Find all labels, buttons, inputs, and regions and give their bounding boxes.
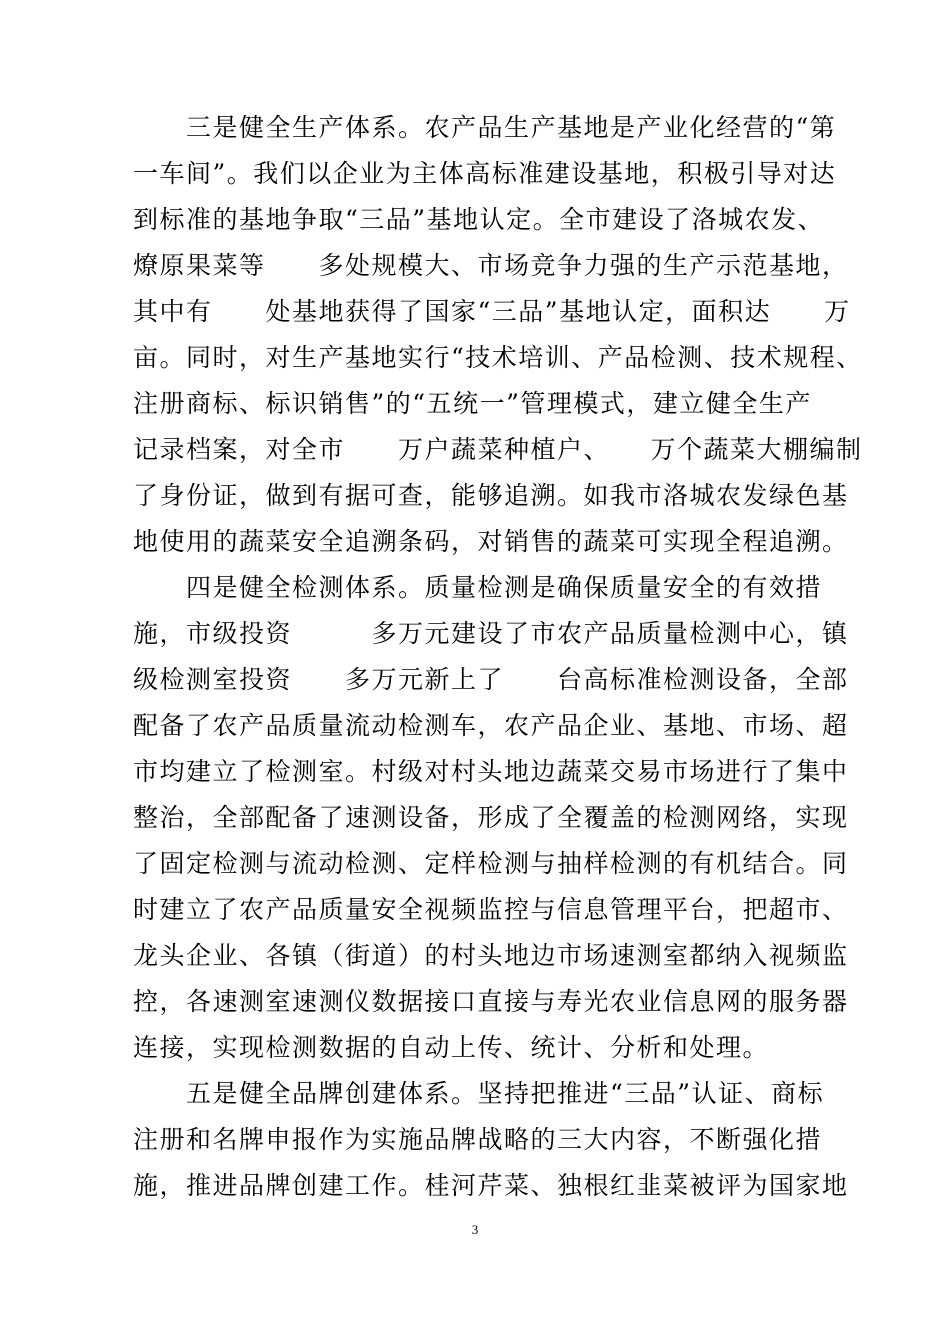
page-number: 3 (471, 1222, 479, 1237)
paragraph-line: 配备了农产品质量流动检测车，农产品企业、基地、市场、超 (133, 711, 849, 740)
paragraph-line: 注册商标、标识销售”的“五统一”管理模式，建立健全生产 (133, 389, 812, 418)
paragraph-line: 整治，全部配备了速测设备，形成了全覆盖的检测网络，实现 (133, 803, 849, 832)
paragraph-line: 亩。同时，对生产基地实行“技术培训、产品检测、技术规程、 (133, 343, 863, 372)
paragraph-line: 市均建立了检测室。村级对村头地边蔬菜交易市场进行了集中 (133, 757, 849, 786)
paragraph-line: 其中有 处基地获得了国家“三品”基地认定，面积达 万 (133, 297, 851, 326)
paragraph-line: 燎原果菜等 多处规模大、市场竞争力强的生产示范基地， (133, 251, 849, 280)
paragraph-line: 了固定检测与流动检测、定样检测与抽样检测的有机结合。同 (133, 849, 849, 878)
paragraph-line: 连接，实现检测数据的自动上传、统计、分析和处理。 (133, 1033, 770, 1062)
paragraph-line: 级检测室投资 多万元新上了 台高标准检测设备，全部 (133, 665, 849, 694)
paragraph-line: 一车间”。我们以企业为主体高标准建设基地，积极引导对达 (133, 159, 837, 188)
paragraph-line: 记录档案，对全市 万户蔬菜种植户、 万个蔬菜大棚编制 (133, 435, 863, 464)
paragraph-line: 地使用的蔬菜安全追溯条码，对销售的蔬菜可实现全程追溯。 (133, 527, 849, 556)
paragraph-line: 施，市级投资 多万元建设了市农产品质量检测中心，镇 (133, 619, 849, 648)
paragraph-line: 注册和名牌申报作为实施品牌战略的三大内容，不断强化措 (133, 1125, 823, 1154)
paragraph-line: 时建立了农产品质量安全视频监控与信息管理平台，把超市、 (133, 895, 849, 924)
paragraph-line: 了身份证，做到有据可查，能够追溯。如我市洛城农发绿色基 (133, 481, 849, 510)
paragraph-line: 施，推进品牌创建工作。桂河芹菜、独根红韭菜被评为国家地 (133, 1171, 849, 1200)
paragraph-line: 到标准的基地争取“三品”基地认定。全市建设了洛城农发、 (133, 205, 825, 234)
paragraph-line: 三是健全生产体系。农产品生产基地是产业化经营的“第 (133, 113, 837, 142)
paragraph-line: 控，各速测室速测仪数据接口直接与寿光农业信息网的服务器 (133, 987, 849, 1016)
paragraph-line: 五是健全品牌创建体系。坚持把推进“三品”认证、商标 (133, 1079, 825, 1108)
paragraph-line: 龙头企业、各镇（街道）的村头地边市场速测室都纳入视频监 (133, 941, 849, 970)
paragraph-line: 四是健全检测体系。质量检测是确保质量安全的有效措 (133, 573, 823, 602)
